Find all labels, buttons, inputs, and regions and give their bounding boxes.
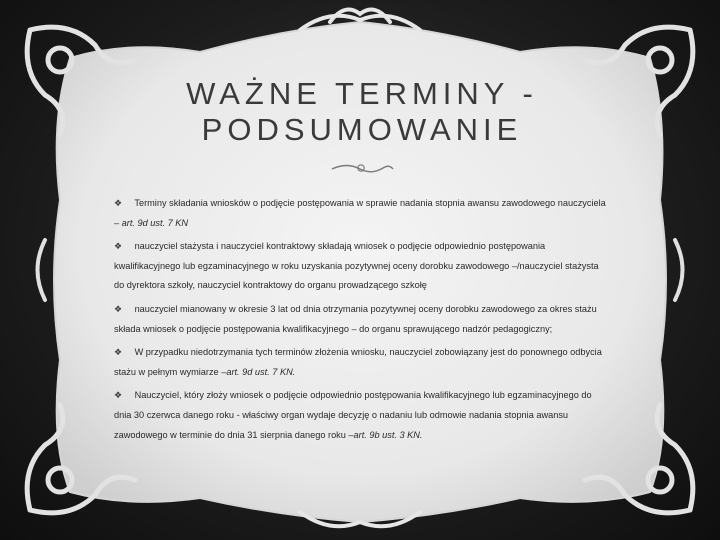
bullet-list (114, 194, 610, 449)
list-item-text: Nauczyciel, który złoży wniosek o podjęcie odpowiednio postępowania kwalifikacyjnego lub egzaminacyjnego do dnia 30 czerwca danego roku - właściwy organ wydaje decyzję o nadaniu lub odmowie nadania stopnia awansu zawodowego w terminie do dnia 31 sierpnia danego roku – (114, 390, 592, 440)
slide-title (112, 76, 612, 148)
slide-content (112, 76, 612, 516)
list-item-text: Terminy składania wniosków o podjęcie postępowania w sprawie nadania stopnia awansu zawodowego nauczyciela – (114, 198, 606, 228)
list-item-ref: art. 9d ust. 7 KN (121, 217, 189, 228)
bullet-diamond-icon: ❖ (114, 347, 123, 358)
list-item (114, 300, 610, 339)
list-item-ref: art. 9b ust. 3 KN. (353, 429, 423, 440)
list-item (114, 386, 610, 445)
list-item-text: nauczyciel stażysta i nauczyciel kontraktowy składają wniosek o podjęcie odpowiednio postępowania kwalifikacyjnego lub egzaminacyjnego w roku uzyskania pozytywnej oceny dorobku zawodowego –/nauczyciel stażysta do dyrektora szkoły, nauczyciel kontraktowy do organu prowadzącego szkołę (114, 241, 599, 291)
list-item (114, 194, 610, 233)
list-item (114, 237, 610, 296)
bullet-diamond-icon: ❖ (114, 303, 123, 314)
bullet-diamond-icon: ❖ (114, 198, 123, 208)
bullet-diamond-icon: ❖ (114, 241, 123, 252)
title-line-2: PODSUMOWANIE (201, 112, 523, 147)
side-flourish-left (38, 240, 46, 300)
list-item-text: nauczyciel mianowany w okresie 3 lat od dnia otrzymania pozytywnej oceny dorobku zawodowego za okres stażu składa wniosek o podjęcie postępowania kwalifikacyjnego – do organu sprawującego nadzór pedagogiczny; (114, 303, 597, 334)
title-divider-flourish (327, 160, 397, 176)
title-line-1: WAŻNE TERMINY - (186, 76, 538, 111)
bullet-diamond-icon: ❖ (114, 390, 123, 401)
list-item-ref: art. 9d ust. 7 KN. (226, 366, 296, 377)
side-flourish-right (675, 240, 683, 300)
list-item-text: W przypadku niedotrzymania tych terminów złożenia wniosku, nauczyciel zobowiązany jest do ponownego odbycia stażu w pełnym wymiarze – (114, 347, 602, 377)
list-item (114, 343, 610, 382)
